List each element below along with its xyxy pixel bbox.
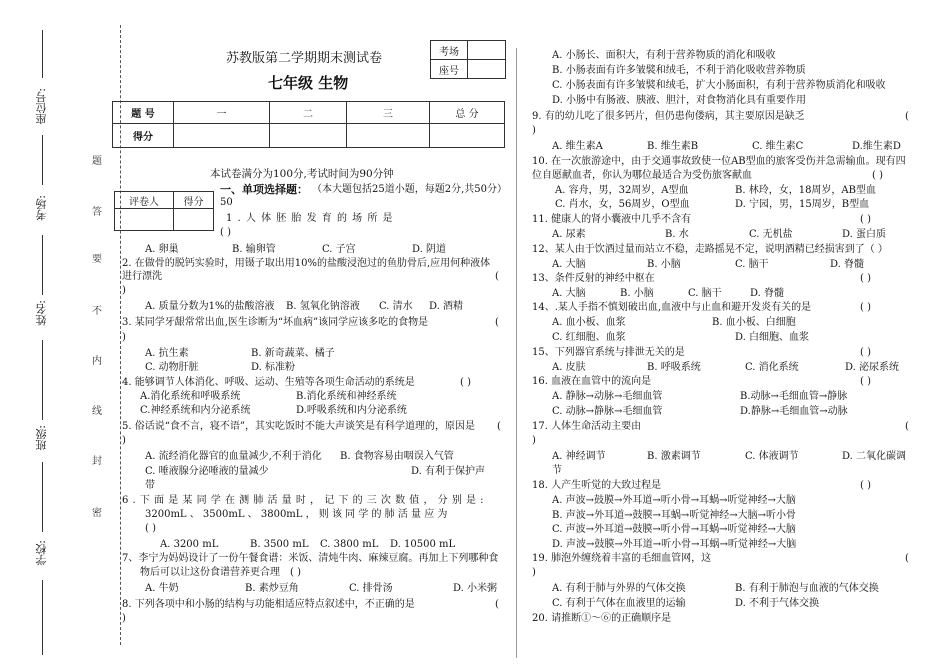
grader-score-field[interactable] [174, 209, 214, 231]
question-text: 18. 人产生听觉的大致过程是 [532, 480, 662, 491]
seat-label: 座位号: [35, 88, 48, 125]
option: D. 声波→鼓膜→外耳道→听小骨→耳蜗→听觉神经→大脑 [552, 539, 797, 550]
score-header: 一 [174, 102, 270, 124]
answer-blank: ( [495, 599, 499, 610]
question-text: 19. 肺泡外缠绕着丰富的毛细血管网，这 [532, 553, 712, 564]
column-divider [516, 48, 517, 658]
section1-desc: （本大题包括25道小题，每题2分,共50分） [312, 184, 507, 195]
answer-blank: ( ) [860, 347, 871, 358]
option: B. 水 [665, 229, 689, 240]
option: C. 动物肝脏 [145, 362, 199, 373]
option: D. 有利于保护声 [411, 466, 486, 477]
option: C. 清水 [379, 301, 413, 312]
option: A. 皮肤 [552, 362, 586, 373]
option: A. 血小板、血浆 [552, 317, 626, 328]
option: B. 小脑 [620, 288, 654, 299]
answer-blank: ) [122, 613, 126, 624]
seal-char: 要 [92, 254, 102, 265]
seal-char: 密 [92, 508, 102, 519]
seat-label-cell: 座号 [431, 60, 468, 79]
option: A. 大脑 [552, 288, 586, 299]
option: A. 神经调节 [552, 451, 606, 462]
seat-field[interactable] [468, 60, 506, 79]
option: B. 新奇蔬菜、橘子 [251, 348, 335, 359]
answer-blank: ( ) [860, 480, 871, 491]
option: A. 容舟，男，32周岁，A型血 [555, 185, 689, 196]
answer-blank: ( ) [872, 170, 883, 181]
option: B. 3500 mL [250, 539, 309, 550]
option: C. 红细胞、血浆 [552, 332, 626, 343]
question-text: 16. 血液在血管中的流向是 [532, 376, 652, 387]
question-text: 13、条件反射的神经中枢在 [532, 273, 655, 284]
score-cell[interactable] [430, 124, 505, 148]
answer-blank: ( ) [860, 273, 871, 284]
seal-char: 封 [92, 456, 102, 467]
answer-blank: ( ) [860, 302, 871, 313]
option: C. 消化系统 [745, 362, 799, 373]
option: A. 抗生素 [145, 348, 189, 359]
question-text: 8. 下列各项中和小肠的结构与功能相适应特点叙述中，不正确的是 [122, 599, 415, 610]
option: D. 脊髓 [830, 259, 865, 270]
question-text: 3. 某同学牙龈常常出血,医生诊断为“坏血病”该同学应该多吃的食物是 [122, 317, 429, 328]
option: D. 蛋白质 [842, 229, 887, 240]
question-text: 5. 俗话说“食不言，寝不语”，其实吃饭时不能大声谈笑是有科学道理的，原因是 [122, 421, 475, 432]
binding-line [42, 30, 43, 78]
answer-blank: ) [122, 285, 126, 296]
answer-blank: ( [905, 421, 909, 432]
answer-blank: ( [495, 271, 499, 282]
option: C. 唾液腺分泌唾液的量减少 [145, 466, 269, 477]
question-text: 1 . 人 体 胚 胎 发 育 的 场 所 是 [226, 213, 394, 224]
exam-room-label: 考场: [35, 195, 48, 221]
option: D.呼吸系统和内分泌系统 [296, 405, 407, 416]
option: B. 声波→外耳道→鼓膜→耳蜗→听觉神经→大脑→听小骨 [552, 510, 796, 521]
option: B.动脉→毛细血管→静脉 [740, 391, 848, 402]
option: C. 子宫 [322, 244, 356, 255]
option: C. 脑干 [735, 259, 769, 270]
name-label: 姓名: [35, 300, 48, 326]
room-label: 考场 [431, 41, 468, 60]
question-text: 12、某人由于饮酒过量而站立不稳，走路摇晃不定，说明酒精已经损害到了（ ） [532, 244, 888, 255]
option: C. 动脉→静脉→毛细血管 [552, 406, 663, 417]
option: A. 声波→鼓膜→外耳道→听小骨→耳蜗→听觉神经→大脑 [552, 495, 796, 506]
option: A. 牛奶 [145, 583, 179, 594]
question-text: 11. 健康人的肾小囊液中几乎不含有 [532, 214, 692, 225]
answer-blank: ( [905, 553, 909, 564]
section1-desc-tail: 50 [220, 197, 233, 208]
option: A. 大脑 [552, 259, 586, 270]
seal-char: 题 [92, 156, 102, 167]
seal-char: 线 [92, 406, 102, 417]
option: A. 尿素 [552, 229, 586, 240]
question-text: 4. 能够调节人体消化、呼吸、运动、生殖等各项生命活动的系统是 [122, 377, 415, 388]
option: C. 有利于气体在血液里的运输 [552, 598, 686, 609]
option: C. 3800 mL [320, 539, 379, 550]
binding-line [42, 462, 43, 532]
option: B. 食物容易由咽误入气管 [340, 451, 454, 462]
binding-line [42, 580, 43, 655]
question-text: 2. 在做骨的脱钙实验时，用镊子取出用10%的盐酸浸泡过的鱼肋骨后,应用何种液体 [122, 258, 491, 269]
option: A. 卵巢 [145, 244, 179, 255]
option: B.消化系统和神经系统 [296, 391, 397, 402]
option: D. 泌尿系统 [845, 362, 900, 373]
score-cell[interactable] [347, 124, 430, 148]
answer-blank: ) [122, 435, 126, 446]
option: D. 不利于气体交换 [735, 598, 820, 609]
option: C. 肖水，女，56周岁，O型血 [555, 199, 690, 210]
option: A. 小肠长、面积大，有利于营养物质的消化和吸收 [552, 50, 776, 61]
school-label: 学校: [35, 540, 48, 566]
option: C. 维生素C [752, 141, 804, 152]
question-text: 物后可以让这份食谱营养更合理 [140, 567, 280, 578]
binding-line [42, 135, 43, 185]
room-seat-table [430, 40, 506, 79]
option: D. 阴道 [412, 244, 447, 255]
option: B. 输卵管 [232, 244, 276, 255]
answer-blank: ( ) [290, 567, 301, 578]
score-row-label: 得分 [113, 124, 174, 148]
answer-blank: ( ) [460, 377, 471, 388]
grader-table [114, 191, 214, 231]
answer-blank: ) [532, 125, 536, 136]
option: D.维生素D [852, 141, 901, 152]
binding-line [42, 340, 43, 420]
reviewer-label: 评卷人 [115, 192, 174, 209]
option: C.神经系统和内分泌系统 [140, 405, 251, 416]
score-cell[interactable] [270, 124, 347, 148]
answer-blank: ) [532, 435, 536, 446]
class-label: 班级: [35, 425, 48, 451]
option: D. 标准粉 [251, 362, 296, 373]
exam-note: 本试卷满分为100分,考试时间为90分钟 [210, 168, 394, 180]
answer-blank: ( ) [860, 214, 871, 225]
page-title: 苏教版第二学期期末测试卷 [226, 51, 383, 66]
option: C. 体液调节 [745, 451, 799, 462]
option: B. 小肠表面有许多皱襞和绒毛，不利于消化吸收营养物质 [552, 65, 806, 76]
option: C. 脑干 [688, 288, 722, 299]
option: C. 声波→外耳道→鼓膜→听小骨→耳蜗→听觉神经→大脑 [552, 524, 796, 535]
option: A. 3200 mL [160, 539, 219, 550]
seal-char: 答 [92, 207, 102, 218]
option: D. 酒精 [429, 301, 464, 312]
binding-line [42, 235, 43, 295]
option: D. 脊髓 [750, 288, 785, 299]
option: D.静脉→毛细血管→动脉 [740, 406, 848, 417]
option: D. 宁园，男，15周岁，B型血 [735, 199, 870, 210]
question-text: 15、下列器官系统与排泄无关的是 [532, 347, 685, 358]
option: C. 小肠表面有许多皱襞和绒毛，扩大小肠面积，有利于营养物质消化和吸收 [552, 80, 886, 91]
question-text: 14、.某人手指不慎划破出血,血液中与止血和避开发炎有关的是 [532, 302, 812, 313]
option: A. 有利于肺与外界的气体交换 [552, 583, 686, 594]
option: B. 氢氧化钠溶液 [286, 301, 360, 312]
option: D. 小米粥 [453, 583, 498, 594]
option: A. 静脉→动脉→毛细血管 [552, 391, 663, 402]
question-text: 进行漂洗 [122, 271, 162, 282]
option: B. 血小板、白细胞 [712, 317, 796, 328]
score-header: 题 号 [113, 102, 174, 124]
option: D. 小肠中有肠液、胰液、胆汁，对食物消化具有重要作用 [552, 95, 807, 106]
option: C. 排骨汤 [349, 583, 393, 594]
option: C. 无机盐 [749, 229, 793, 240]
score-table [112, 101, 505, 148]
option: D. 二氧化碳调 [842, 451, 907, 462]
seal-char: 内 [92, 356, 102, 367]
option: D. 10500 mL [390, 539, 456, 550]
score-header: 总 分 [430, 102, 505, 124]
option: A. 流经消化器官的血量减少,不利于消化 [145, 451, 322, 462]
answer-blank: ( [495, 317, 499, 328]
option: B. 小脑 [647, 259, 681, 270]
answer-blank: ( ) [145, 523, 156, 534]
option: B. 激素调节 [647, 451, 701, 462]
question-text: 10. 在一次旅游途中，由于交通事故致使一位AB型血的旅客受伤并急需输血。现有四 [532, 156, 906, 167]
grader-score-label: 得分 [174, 192, 214, 209]
score-header: 三 [347, 102, 430, 124]
option: A.消化系统和呼吸系统 [140, 391, 241, 402]
question-text: 位自愿献血者，你认为哪位最适合为受伤旅客献血 [532, 170, 752, 181]
answer-blank: ( [905, 111, 909, 122]
section1-title: 一、单项选择题： [220, 183, 308, 196]
option: B. 林玲，女，18周岁，AB型血 [735, 185, 877, 196]
option: A. 维生素A [552, 141, 603, 152]
room-field[interactable] [468, 41, 506, 60]
question-text: 6 . 下 面 是 某 同 学 在 测 肺 活 量 时 ， 记 下 的 三 次 数 值 ， 分 别 是 : [122, 495, 485, 506]
question-text: 20. 请推断①～⑥的正确顺序是 [532, 613, 672, 624]
reviewer-field[interactable] [115, 209, 174, 231]
answer-blank: ) [122, 332, 126, 343]
question-text: 7、李宁为妈妈设计了一份午餐食谱：米饭、清炖牛肉、麻辣豆腐。再加上下列哪种食 [122, 553, 499, 564]
answer-blank: ( ) [860, 376, 871, 387]
answer-blank: ) [532, 567, 536, 578]
seal-char: 不 [92, 306, 102, 317]
answer-blank: ( [497, 421, 501, 432]
option: 带 [145, 480, 155, 491]
option: A. 质量分数为1%的盐酸溶液 [145, 301, 275, 312]
score-cell[interactable] [174, 124, 270, 148]
option: B. 维生素B [647, 141, 699, 152]
option: B. 素炒豆角 [245, 583, 299, 594]
option: D. 白细胞、血浆 [735, 332, 810, 343]
page-subtitle: 七年级 生物 [268, 74, 349, 92]
option: B. 有利于肺泡与血液的气体交换 [735, 583, 879, 594]
option: B. 呼吸系统 [647, 362, 701, 373]
score-header: 二 [270, 102, 347, 124]
answer-blank: ( ) [220, 227, 231, 238]
question-text: 9. 有的幼儿吃了很多钙片，但仍患佝偻病，其主要原因是缺乏 [532, 111, 805, 122]
option: 节 [552, 465, 562, 476]
question-text: 17. 人体生命活动主要由 [532, 421, 642, 432]
question-text: 3200mL 、 3500mL 、 3800mL ， 则 该 同 学 的 肺 活 量 应 为 [145, 509, 448, 520]
